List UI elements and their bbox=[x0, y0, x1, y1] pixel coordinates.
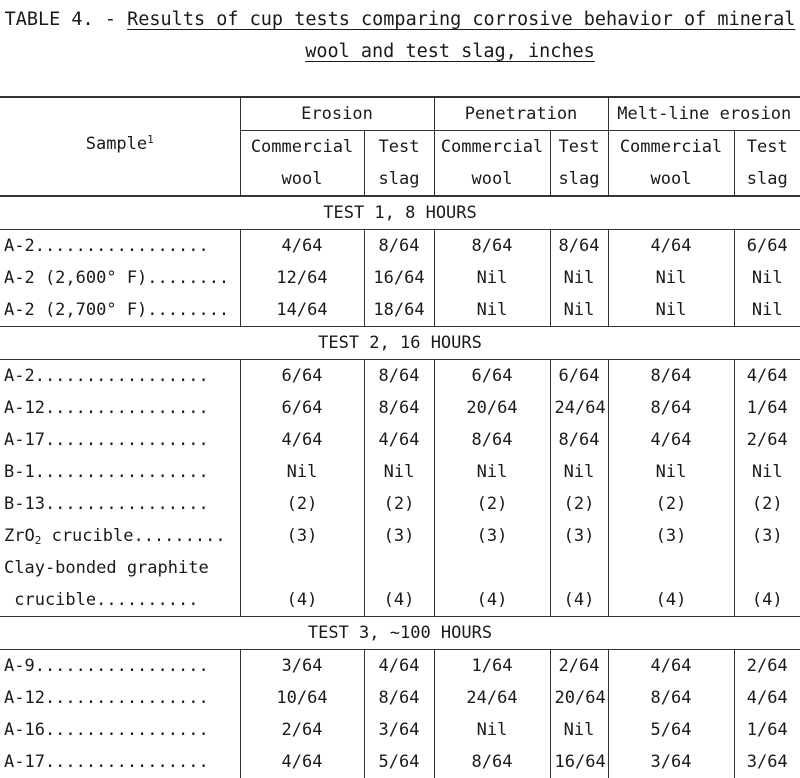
value-cell: 4/64 bbox=[364, 424, 434, 456]
table-row bbox=[0, 552, 800, 584]
value-cell: 20/64 bbox=[434, 392, 550, 424]
value-cell: 4/64 bbox=[608, 424, 734, 456]
value-cell: 8/64 bbox=[434, 746, 550, 778]
slag-header: slag bbox=[550, 163, 608, 196]
value-cell: 4/64 bbox=[240, 230, 364, 263]
caption-prefix: TABLE 4. - bbox=[4, 9, 128, 30]
footnote-ref-cell: (2) bbox=[734, 488, 800, 520]
table-body bbox=[0, 196, 800, 778]
value-cell: Nil bbox=[734, 456, 800, 488]
value-cell: Nil bbox=[550, 714, 608, 746]
value-cell: 5/64 bbox=[608, 714, 734, 746]
slag-header: slag bbox=[734, 163, 800, 196]
table-row bbox=[0, 262, 800, 294]
value-cell: 8/64 bbox=[364, 230, 434, 263]
footnote-ref-cell: (3) bbox=[240, 520, 364, 552]
value-cell: 12/64 bbox=[240, 262, 364, 294]
value-cell: 2/64 bbox=[240, 714, 364, 746]
value-cell: 10/64 bbox=[240, 682, 364, 714]
value-cell: 8/64 bbox=[550, 230, 608, 263]
table-row bbox=[0, 584, 800, 617]
table-caption bbox=[0, 4, 800, 68]
value-cell: Nil bbox=[364, 456, 434, 488]
sample-cell: ZrO$_2$ crucible......... bbox=[4, 526, 226, 547]
value-cell: 8/64 bbox=[608, 682, 734, 714]
value-cell: 2/64 bbox=[734, 424, 800, 456]
sample-cell: A-2 (2,700° F)........ bbox=[4, 300, 230, 320]
results-table bbox=[0, 96, 800, 778]
table-row bbox=[0, 520, 800, 552]
commercial-header: Commercial bbox=[240, 131, 364, 164]
value-cell: 8/64 bbox=[364, 360, 434, 393]
value-cell: 1/64 bbox=[434, 650, 550, 683]
sample-cell: A-12................ bbox=[4, 688, 209, 708]
value-cell: 14/64 bbox=[240, 294, 364, 327]
sample-cell: A-9................. bbox=[4, 656, 209, 676]
value-cell: 20/64 bbox=[550, 682, 608, 714]
section-title: TEST 1, 8 HOURS bbox=[0, 196, 800, 230]
value-cell: 1/64 bbox=[734, 392, 800, 424]
commercial-header: Commercial bbox=[608, 131, 734, 164]
value-cell: Nil bbox=[434, 456, 550, 488]
penetration-header: Penetration bbox=[434, 97, 608, 131]
section-heading-row bbox=[0, 196, 800, 230]
section-heading-row bbox=[0, 617, 800, 650]
value-cell: 3/64 bbox=[734, 746, 800, 778]
value-cell: Nil bbox=[608, 262, 734, 294]
value-cell: 24/64 bbox=[434, 682, 550, 714]
value-cell: Nil bbox=[434, 294, 550, 327]
caption-line-2: wool and test slag, inches bbox=[305, 41, 595, 62]
value-cell: 5/64 bbox=[364, 746, 434, 778]
value-cell: 1/64 bbox=[734, 714, 800, 746]
footnote-ref-cell: (3) bbox=[434, 520, 550, 552]
value-cell: Nil bbox=[550, 456, 608, 488]
sample-cell: crucible.......... bbox=[4, 590, 199, 610]
value-cell: Nil bbox=[550, 262, 608, 294]
sample-cell: A-17................ bbox=[4, 430, 209, 450]
sample-cell: A-16................ bbox=[4, 720, 209, 740]
footnote-ref-cell: (4) bbox=[434, 584, 550, 617]
value-cell: 4/64 bbox=[608, 650, 734, 683]
section-title: TEST 3, ~100 HOURS bbox=[0, 617, 800, 650]
caption-line-1: Results of cup tests comparing corrosive behavior of mineral bbox=[127, 9, 796, 30]
value-cell: 16/64 bbox=[550, 746, 608, 778]
value-cell: 8/64 bbox=[364, 392, 434, 424]
table-row bbox=[0, 360, 800, 393]
value-cell: 16/64 bbox=[364, 262, 434, 294]
footnote-ref-cell: (3) bbox=[364, 520, 434, 552]
footnote-ref-cell: (2) bbox=[434, 488, 550, 520]
test-header: Test bbox=[364, 131, 434, 164]
table-row bbox=[0, 682, 800, 714]
section-heading-row bbox=[0, 327, 800, 360]
table-row bbox=[0, 230, 800, 263]
value-cell: 8/64 bbox=[434, 230, 550, 263]
value-cell: Nil bbox=[240, 456, 364, 488]
value-cell: 8/64 bbox=[608, 392, 734, 424]
footnote-ref-cell: (4) bbox=[550, 584, 608, 617]
value-cell: Nil bbox=[434, 714, 550, 746]
wool-header: wool bbox=[434, 163, 550, 196]
commercial-header: Commercial bbox=[434, 131, 550, 164]
value-cell: 6/64 bbox=[434, 360, 550, 393]
value-cell: 3/64 bbox=[364, 714, 434, 746]
value-cell: Nil bbox=[550, 294, 608, 327]
value-cell: 8/64 bbox=[608, 360, 734, 393]
erosion-header: Erosion bbox=[240, 97, 434, 131]
value-cell: Nil bbox=[608, 294, 734, 327]
value-cell: 3/64 bbox=[608, 746, 734, 778]
value-cell: 4/64 bbox=[240, 424, 364, 456]
footnote-ref-cell: (2) bbox=[550, 488, 608, 520]
footnote-ref-cell: (3) bbox=[550, 520, 608, 552]
sample-cell: A-17................ bbox=[4, 752, 209, 772]
wool-header: wool bbox=[608, 163, 734, 196]
value-cell: 4/64 bbox=[240, 746, 364, 778]
value-cell: Nil bbox=[734, 294, 800, 327]
table-row bbox=[0, 456, 800, 488]
table-row bbox=[0, 714, 800, 746]
table-row bbox=[0, 424, 800, 456]
footnote-ref-cell: (4) bbox=[240, 584, 364, 617]
value-cell: 18/64 bbox=[364, 294, 434, 327]
table-row bbox=[0, 294, 800, 327]
test-header: Test bbox=[734, 131, 800, 164]
slag-header: slag bbox=[364, 163, 434, 196]
value-cell: 4/64 bbox=[364, 650, 434, 683]
table-row bbox=[0, 746, 800, 778]
sample-header: Sample$^1$ bbox=[0, 97, 240, 196]
section-title: TEST 2, 16 HOURS bbox=[0, 327, 800, 360]
value-cell: 8/64 bbox=[550, 424, 608, 456]
value-cell: 6/64 bbox=[240, 392, 364, 424]
sample-cell: Clay-bonded graphite bbox=[4, 558, 209, 578]
value-cell: 24/64 bbox=[550, 392, 608, 424]
footnote-ref-cell: (4) bbox=[364, 584, 434, 617]
value-cell: 6/64 bbox=[240, 360, 364, 393]
value-cell: 4/64 bbox=[734, 360, 800, 393]
sample-cell: B-1................. bbox=[4, 462, 209, 482]
wool-header: wool bbox=[240, 163, 364, 196]
footnote-ref-cell: (2) bbox=[240, 488, 364, 520]
footnote-ref-cell: (4) bbox=[734, 584, 800, 617]
value-cell: 4/64 bbox=[734, 682, 800, 714]
sample-cell: A-2 (2,600° F)........ bbox=[4, 268, 230, 288]
value-cell: 8/64 bbox=[364, 682, 434, 714]
value-cell: 3/64 bbox=[240, 650, 364, 683]
value-cell: 2/64 bbox=[550, 650, 608, 683]
table-row bbox=[0, 392, 800, 424]
table-row bbox=[0, 488, 800, 520]
value-cell: 2/64 bbox=[734, 650, 800, 683]
value-cell: Nil bbox=[434, 262, 550, 294]
sample-cell: A-2................. bbox=[4, 236, 209, 256]
sample-cell: A-2................. bbox=[4, 366, 209, 386]
value-cell: 8/64 bbox=[434, 424, 550, 456]
footnote-ref-cell: (2) bbox=[608, 488, 734, 520]
value-cell: Nil bbox=[608, 456, 734, 488]
value-cell: 6/64 bbox=[550, 360, 608, 393]
table-row bbox=[0, 650, 800, 683]
footnote-ref-cell: (2) bbox=[364, 488, 434, 520]
value-cell: 4/64 bbox=[608, 230, 734, 263]
melt-line-erosion-header: Melt-line erosion bbox=[608, 97, 800, 131]
footnote-ref-cell: (3) bbox=[608, 520, 734, 552]
sample-cell: B-13................ bbox=[4, 494, 209, 514]
sample-cell: A-12................ bbox=[4, 398, 209, 418]
header-row-groups bbox=[0, 97, 800, 131]
test-header: Test bbox=[550, 131, 608, 164]
value-cell: Nil bbox=[734, 262, 800, 294]
footnote-ref-cell: (3) bbox=[734, 520, 800, 552]
value-cell: 6/64 bbox=[734, 230, 800, 263]
footnote-ref-cell: (4) bbox=[608, 584, 734, 617]
